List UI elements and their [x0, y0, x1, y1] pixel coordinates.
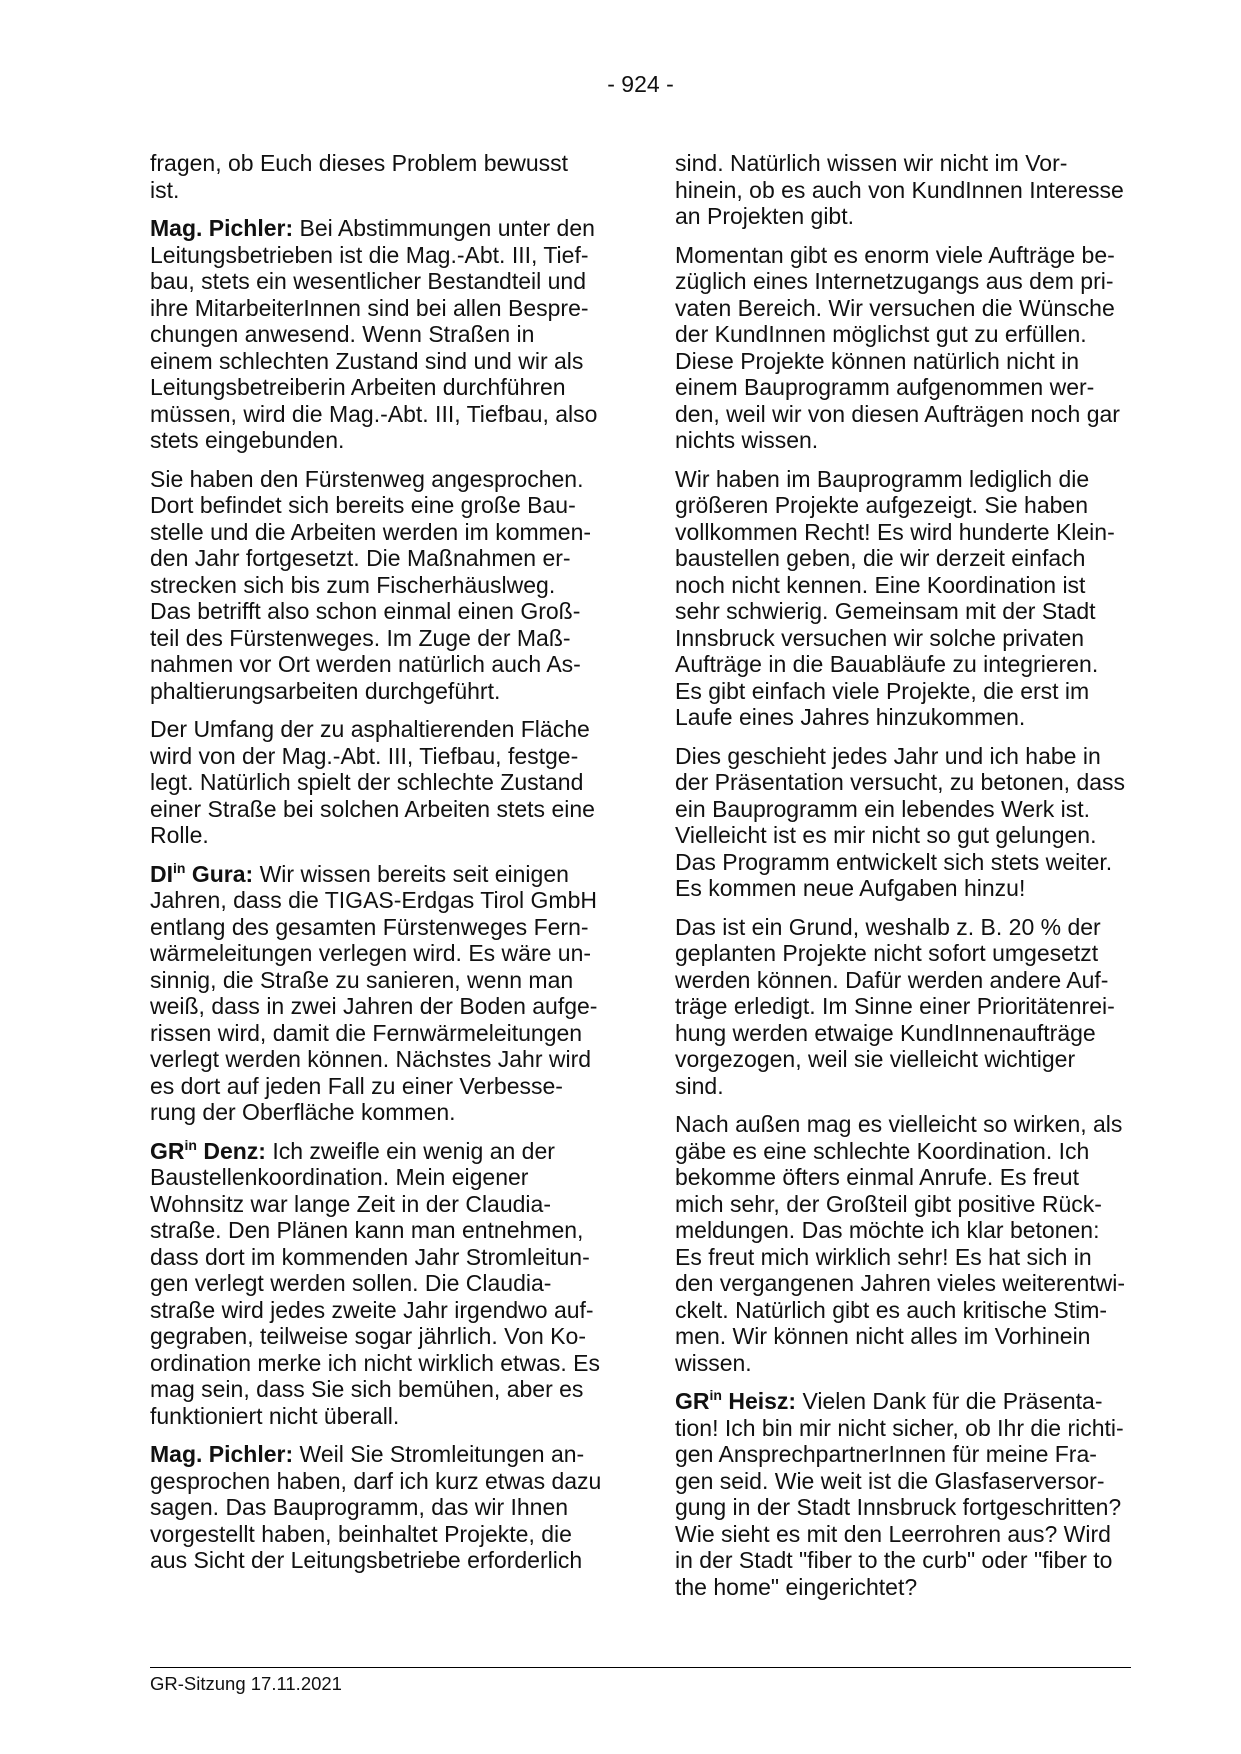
paragraph — [150, 716, 620, 849]
text-line: hinein, ob es auch von KundInnen Interesse — [675, 176, 1124, 203]
text-line: vorgezogen, weil sie vielleicht wichtiger — [675, 1046, 1076, 1072]
speaker-surname: Heisz: — [728, 1388, 797, 1414]
text-line: ihre MitarbeiterInnen sind bei allen Bespre- — [150, 294, 589, 321]
speaker-paragraph — [150, 215, 620, 454]
text-line: Wie sieht es mit den Leerrohren aus? Wird — [675, 1520, 1111, 1547]
text-line: mag sein, dass Sie sich bemühen, aber es — [150, 1376, 584, 1402]
text-line: Wohnsitz war lange Zeit in der Claudia- — [150, 1190, 551, 1217]
speaker-name — [675, 1388, 796, 1414]
text-line: der Präsentation versucht, zu betonen, dass — [675, 769, 1126, 795]
text-line — [150, 1138, 620, 1165]
paragraph — [675, 150, 1145, 230]
text-line: Baustellenkoordination. Mein eigener — [150, 1164, 529, 1190]
text-line: Das betrifft also schon einmal einen Groß- — [150, 598, 581, 624]
text-line: meldungen. Das möchte ich klar betonen: — [675, 1217, 1100, 1243]
text-line: baustellen geben, die wir derzeit einfach — [675, 545, 1086, 571]
text-line: aus Sicht der Leitungsbetriebe erforderlich — [150, 1547, 583, 1573]
text-line: den vergangenen Jahren vieles weiterentwi- — [675, 1270, 1126, 1296]
speaker-surname: Denz: — [203, 1137, 266, 1164]
speaker-title-suffix: in — [173, 859, 186, 876]
speaker-name — [150, 1138, 266, 1164]
text-line: in der Stadt "fiber to the curb" oder "fiber to — [675, 1547, 1113, 1573]
text-line: einem schlechten Zustand sind und wir als — [150, 347, 584, 374]
line-text: Wir wissen bereits seit einigen — [259, 860, 569, 887]
text-line: teil des Fürstenweges. Im Zuge der Maß- — [150, 624, 571, 651]
line-text: Bei Abstimmungen unter den — [299, 215, 595, 241]
text-line: stets eingebunden. — [150, 427, 345, 453]
text-line: chungen anwesend. Wenn Straßen in — [150, 321, 535, 347]
text-line: gen verlegt werden sollen. Die Claudia- — [150, 1270, 552, 1296]
text-line: strecken sich bis zum Fischerhäuslweg. — [150, 571, 556, 598]
text-line — [675, 1388, 1145, 1415]
text-line: gen AnsprechpartnerInnen für meine Fra- — [675, 1441, 1097, 1467]
text-line: bau, stets ein wesentlicher Bestandteil und — [150, 268, 586, 294]
speaker-title-suffix: in — [709, 1387, 722, 1403]
text-line: weiß, dass in zwei Jahren der Boden aufge- — [150, 993, 598, 1019]
text-line: funktioniert nicht überall. — [150, 1402, 400, 1429]
text-line: Es gibt einfach viele Projekte, die erst im — [675, 677, 1090, 704]
text-line: wissen. — [675, 1349, 752, 1376]
speaker-title: DI — [150, 860, 173, 887]
text-line: rissen wird, damit die Fernwärmeleitungen — [150, 1019, 583, 1046]
text-line: werden können. Dafür werden andere Auf- — [675, 966, 1109, 993]
text-line: mich sehr, der Großteil gibt positive Rück- — [675, 1190, 1102, 1217]
text-line: straße wird jedes zweite Jahr irgendwo auf- — [150, 1296, 594, 1323]
text-line: the home" eingerichtet? — [675, 1573, 918, 1600]
text-line: fragen, ob Euch dieses Problem bewusst — [150, 150, 569, 176]
footer-text: GR-Sitzung 17.11.2021 — [150, 1673, 342, 1694]
text-line: gesprochen haben, darf ich kurz etwas dazu — [150, 1467, 602, 1494]
footer-divider — [150, 1667, 1131, 1668]
speaker-name — [150, 1441, 293, 1467]
text-line: es dort auf jeden Fall zu einer Verbesse- — [150, 1072, 563, 1099]
text-line: Leitungsbetrieben ist die Mag.-Abt. III, Tief- — [150, 241, 589, 268]
text-line: vollkommen Recht! Es wird hunderte Klein- — [675, 518, 1115, 545]
text-line: geplanten Projekte nicht sofort umgesetzt — [675, 940, 1099, 966]
speaker-paragraph — [150, 1138, 620, 1430]
text-line — [150, 1441, 620, 1468]
speaker-name — [150, 861, 253, 887]
text-line: nahmen vor Ort werden natürlich auch As- — [150, 651, 581, 677]
speaker-title: Mag. — [150, 215, 203, 241]
right-column — [675, 150, 1145, 1612]
speaker-title-suffix: in — [184, 1136, 197, 1153]
speaker-title: GR — [150, 1137, 185, 1164]
text-line: Innsbruck versuchen wir solche privaten — [675, 624, 1085, 651]
paragraph — [675, 914, 1145, 1100]
speaker-title: GR — [675, 1388, 710, 1414]
text-line: Dies geschieht jedes Jahr und ich habe in — [675, 742, 1101, 769]
text-line: phaltierungsarbeiten durchgeführt. — [150, 677, 501, 704]
text-line: Es freut mich wirklich sehr! Es hat sich in — [675, 1243, 1092, 1270]
text-line: gen seid. Wie weit ist die Glasfaserversor- — [675, 1467, 1105, 1494]
text-line: müssen, wird die Mag.-Abt. III, Tiefbau, also — [150, 400, 598, 427]
text-line: einem Bauprogramm aufgenommen wer- — [675, 374, 1095, 400]
speaker-paragraph — [150, 1441, 620, 1574]
text-line: vaten Bereich. Wir versuchen die Wünsche — [675, 294, 1115, 321]
text-line: einer Straße bei solchen Arbeiten stets eine — [150, 795, 595, 822]
text-line: straße. Den Plänen kann man entnehmen, — [150, 1217, 584, 1243]
text-line: größeren Projekte aufgezeigt. Sie haben — [675, 492, 1088, 518]
text-line: Diese Projekte können natürlich nicht in — [675, 347, 1080, 374]
paragraph — [150, 466, 620, 705]
text-line: ckelt. Natürlich gibt es auch kritische Stim- — [675, 1296, 1108, 1323]
speaker-paragraph — [150, 861, 620, 1126]
text-line: sind. Natürlich wissen wir nicht im Vor- — [675, 150, 1068, 176]
text-line: Momentan gibt es enorm viele Aufträge be- — [675, 241, 1115, 268]
text-line: Dort befindet sich bereits eine große Bau- — [150, 492, 576, 518]
text-line: sehr schwierig. Gemeinsam mit der Stadt — [675, 598, 1096, 624]
left-column — [150, 150, 620, 1586]
text-line: vorgestellt haben, beinhaltet Projekte, die — [150, 1520, 572, 1547]
text-line — [150, 861, 620, 888]
text-line: Leitungsbetreiberin Arbeiten durchführen — [150, 374, 566, 400]
text-line: den, weil wir von diesen Aufträgen noch gar — [675, 400, 1120, 427]
speaker-name — [150, 215, 293, 241]
text-line: Aufträge in die Bauabläufe zu integrieren. — [675, 651, 1099, 677]
speaker-title: Mag. — [150, 1441, 203, 1467]
text-line: men. Wir können nicht alles im Vorhinein — [675, 1323, 1091, 1349]
text-line: Nach außen mag es vielleicht so wirken, als — [675, 1111, 1123, 1137]
text-line: gäbe es eine schlechte Koordination. Ich — [675, 1137, 1090, 1164]
paragraph — [675, 242, 1145, 454]
text-line: dass dort im kommenden Jahr Stromleitun- — [150, 1243, 590, 1270]
text-line: Sie haben den Fürstenweg angesprochen. — [150, 465, 584, 492]
text-line: tion! Ich bin mir nicht sicher, ob Ihr die richti- — [675, 1414, 1124, 1441]
text-line: rung der Oberfläche kommen. — [150, 1099, 456, 1125]
line-text: Weil Sie Stromleitungen an- — [299, 1441, 585, 1467]
text-line: stelle und die Arbeiten werden im kommen- — [150, 518, 592, 545]
paragraph — [675, 1111, 1145, 1376]
speaker-surname: Pichler: — [208, 215, 294, 241]
text-line: verlegt werden können. Nächstes Jahr wird — [150, 1046, 592, 1072]
text-line: legt. Natürlich spielt der schlechte Zustand — [150, 769, 584, 795]
paragraph — [675, 466, 1145, 731]
text-line: an Projekten gibt. — [675, 203, 855, 229]
text-line: entlang des gesamten Fürstenweges Fern- — [150, 913, 589, 940]
text-line: gegraben, teilweise sogar jährlich. Von Ko- — [150, 1323, 586, 1349]
text-line — [150, 215, 620, 242]
text-line: wärmeleitungen verlegen wird. Es wäre un- — [150, 940, 592, 966]
text-line: bekomme öfters einmal Anrufe. Es freut — [675, 1164, 1079, 1190]
line-text: Ich zweifle ein wenig an der — [272, 1137, 555, 1164]
line-text: Vielen Dank für die Präsenta- — [802, 1388, 1103, 1414]
paragraph — [150, 150, 620, 203]
text-line: Jahren, dass die TIGAS-Erdgas Tirol GmbH — [150, 887, 597, 913]
text-line: ein Bauprogramm ein lebendes Werk ist. — [675, 795, 1091, 822]
text-line: nichts wissen. — [675, 427, 819, 453]
text-line: gung in der Stadt Innsbruck fortgeschritten? — [675, 1494, 1122, 1520]
text-line: züglich eines Internetzugangs aus dem pri- — [675, 268, 1114, 294]
page-number: - 924 - — [607, 71, 674, 97]
text-line: ist. — [150, 176, 180, 203]
paragraph — [675, 743, 1145, 902]
text-line: der KundInnen möglichst gut zu erfüllen. — [675, 321, 1087, 347]
text-line: Wir haben im Bauprogramm lediglich die — [675, 465, 1090, 492]
text-line: Der Umfang der zu asphaltierenden Fläche — [150, 716, 590, 742]
text-line: sind. — [675, 1072, 724, 1099]
text-line: Das ist ein Grund, weshalb z. B. 20 % der — [675, 913, 1101, 940]
text-line: hung werden etwaige KundInnenaufträge — [675, 1019, 1096, 1046]
text-line: Es kommen neue Aufgaben hinzu! — [675, 875, 1026, 901]
text-line: wird von der Mag.-Abt. III, Tiefbau, festge- — [150, 742, 579, 769]
text-line: den Jahr fortgesetzt. Die Maßnahmen er- — [150, 545, 571, 571]
speaker-surname: Gura: — [191, 860, 254, 887]
text-line: sagen. Das Bauprogramm, das wir Ihnen — [150, 1494, 569, 1520]
speaker-surname: Pichler: — [208, 1441, 294, 1467]
text-line: Vielleicht ist es mir nicht so gut gelungen. — [675, 822, 1097, 848]
text-line: Laufe eines Jahres hinzukommen. — [675, 704, 1026, 730]
text-line: träge erledigt. Im Sinne einer Prioritätenrei- — [675, 993, 1115, 1019]
text-line: noch nicht kennen. Eine Koordination ist — [675, 571, 1086, 598]
text-line: Rolle. — [150, 822, 209, 848]
text-line: Das Programm entwickelt sich stets weiter. — [675, 848, 1113, 875]
text-line: ordination merke ich nicht wirklich etwas. Es — [150, 1349, 600, 1376]
speaker-paragraph — [675, 1388, 1145, 1600]
text-line: sinnig, die Straße zu sanieren, wenn man — [150, 966, 574, 993]
